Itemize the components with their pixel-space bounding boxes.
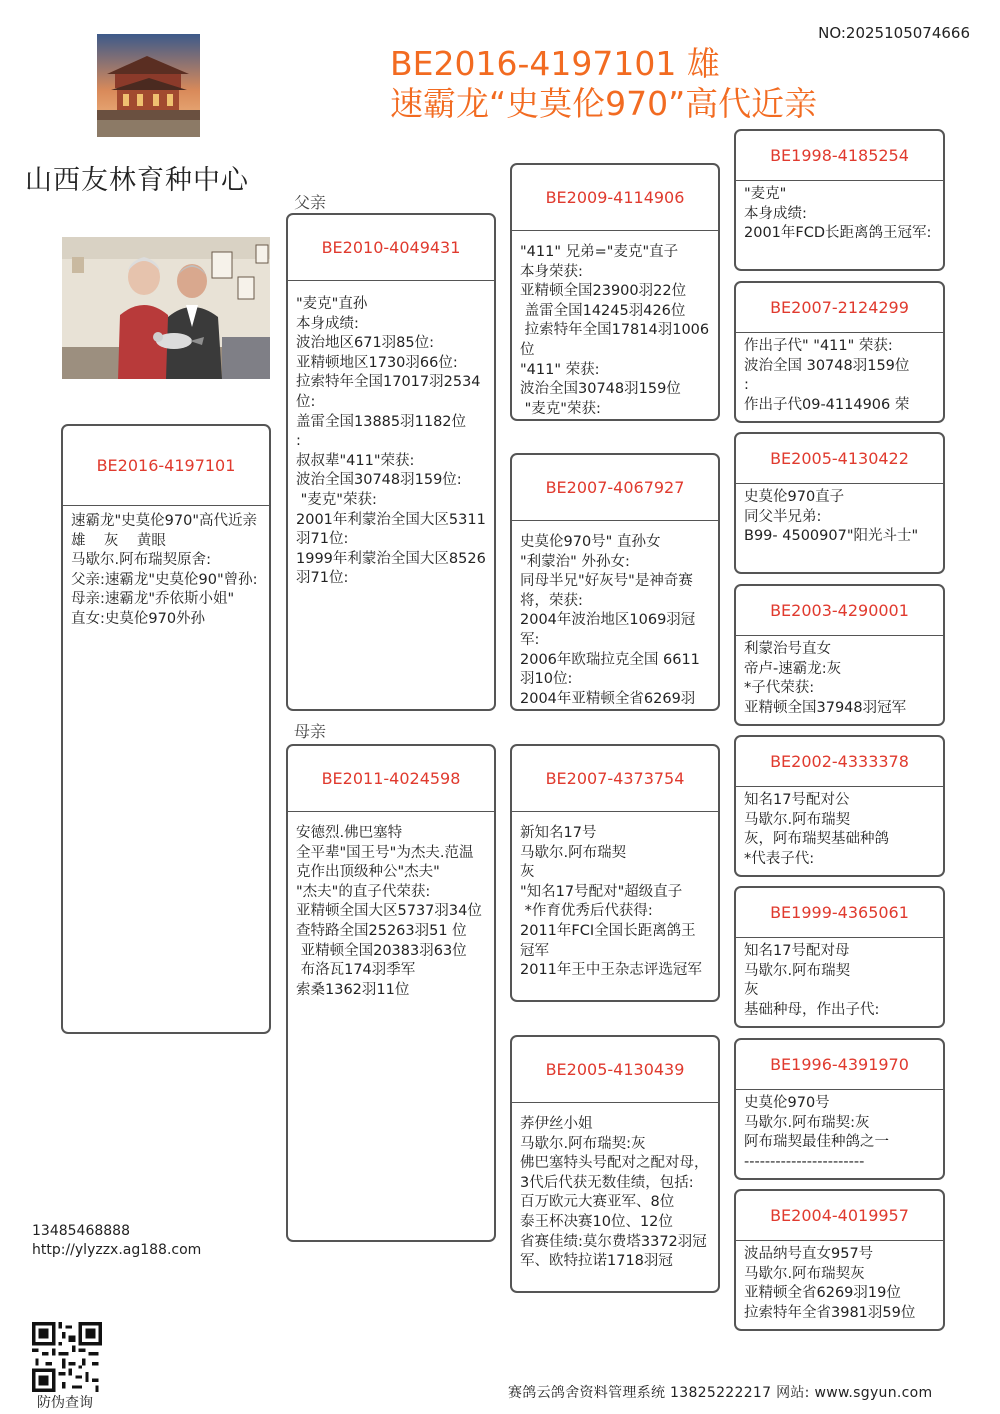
grandparent-description: "411" 兄弟="麦克"直子 本身荣获: 亚精顿全国23900羽22位 盖雷全国14245羽426位 拉索特年全国17814羽1006位 "411" 荣获: 波治全国30748羽159位 "麦克"荣获: (520, 244, 710, 417)
great-grandparent-card (734, 584, 945, 726)
great-grandparent-description: 知名17号配对母 马歇尔.阿布瑞契 灰 基础种母，作出子代: (744, 943, 880, 1018)
great-grandparent-card (734, 1038, 945, 1180)
great-grandparent-card (734, 129, 945, 271)
great-grandparent-description: 利蒙治号直女 帝卢-速霸龙:灰 *子代荣获: 亚精顿全国37948羽冠军 (744, 641, 907, 716)
qr-code-label: 防伪查询 (37, 1395, 93, 1411)
subject-description: 速霸龙"史莫伦970"高代近亲 雄 灰 黄眼 马歇尔.阿布瑞契原舍: 父亲:速霸龙"史莫伦90"曾孙: 母亲:速霸龙"乔依斯小姐" 直女:史莫伦970外孙 (71, 513, 258, 627)
loft-logo-image (97, 34, 200, 137)
great-grandparent-description: "麦克" 本身成绩: 2001年FCD长距离鸽王冠军: (744, 186, 932, 242)
grandparent-description: 新知名17号 马歇尔.阿布瑞契 灰 "知名17号配对"超级直子 *作育优秀后代获得: 2011年FCI全国长距离鸽王冠军 2011年王中王杂志评选冠军 (520, 825, 702, 979)
contact-phone: 13485468888 (32, 1223, 130, 1239)
great-grandparent-description: 史莫伦970号 马歇尔.阿布瑞契:灰 阿布瑞契最佳种鸽之一 ----------------------- (744, 1095, 889, 1170)
grandparent-card (510, 744, 720, 1002)
grandparent-ring-number: BE2005-4130439 (512, 1037, 718, 1103)
grandparent-description: 史莫伦970号" 直孙女 "利蒙治" 外孙女: 同母半兄"好灰号"是神奇赛将，荣获: 2004年波治地区1069羽冠军: 2006年欧瑞拉克全国 6611羽10位: 2004年亚精顿全省6269羽 (520, 534, 700, 707)
page-title (390, 44, 817, 124)
sire-description: "麦克"直孙 本身成绩: 波治地区671羽85位: 亚精顿地区1730羽66位: 拉索特年全国17017羽2534位: 盖雷全国13885羽1182位 : 叔叔辈"411"荣获: 波治全国30748羽159位: "麦克"荣获: 2001年利蒙治全国大区5311羽71位: 1999年利蒙治全国大区8526羽71位: (296, 296, 486, 587)
document-number: NO:2025105074666 (818, 24, 970, 42)
breeding-center-name: 山西友林育种中心 (25, 165, 249, 196)
dam-description: 安德烈.佛巴塞特 全平辈"国王号"为杰夫.范温克作出顶级种公"杰夫" "杰夫"的直子代荣获: 亚精顿全国大区5737羽34位 查特路全国25263羽51 位 亚精顿全国20383羽63位 布洛瓦174羽季军 索桑1362羽11位 (296, 825, 482, 998)
subject-ring-number: BE2016-4197101 (63, 426, 269, 506)
footer-system-info: 赛鸽云鸽舍资料管理系统 13825222217 网站: www.sgyun.com (508, 1385, 933, 1401)
subject-pigeon-card (61, 424, 271, 1034)
grandparent-ring-number: BE2009-4114906 (512, 165, 718, 231)
great-grandparent-ring-number: BE2007-2124299 (736, 283, 943, 333)
great-grandparent-ring-number: BE2003-4290001 (736, 586, 943, 636)
dam-card (286, 744, 496, 1242)
qr-code-icon[interactable] (32, 1322, 102, 1392)
sire-card (286, 213, 496, 711)
dam-ring-number: BE2011-4024598 (288, 746, 494, 812)
great-grandparent-ring-number: BE1999-4365061 (736, 888, 943, 938)
grandparent-card (510, 453, 720, 711)
great-grandparent-card (734, 1189, 945, 1331)
father-label: 父亲 (294, 193, 327, 212)
great-grandparent-card (734, 281, 945, 423)
title-line-1: BE2016-4197101 雄 (390, 44, 720, 83)
grandparent-ring-number: BE2007-4067927 (512, 455, 718, 521)
grandparent-card (510, 1035, 720, 1293)
great-grandparent-card (734, 735, 945, 877)
great-grandparent-description: 波品纳号直女957号 马歇尔.阿布瑞契灰 亚精顿全省6269羽19位 拉索特年全省3981羽59位 (744, 1246, 916, 1321)
great-grandparent-description: 史莫伦970直子 同父半兄弟: B99- 4500907"阳光斗士" (744, 489, 919, 545)
sire-ring-number: BE2010-4049431 (288, 215, 494, 281)
grandparent-ring-number: BE2007-4373754 (512, 746, 718, 812)
great-grandparent-ring-number: BE2004-4019957 (736, 1191, 943, 1241)
great-grandparent-description: 知名17号配对公 马歇尔.阿布瑞契 灰，阿布瑞契基础种鸽 *代表子代: (744, 792, 889, 867)
grandparent-card (510, 163, 720, 421)
grandparent-description: 荞伊丝小姐 马歇尔.阿布瑞契:灰 佛巴塞特头号配对之配对母，3代后代获无数佳绩，包括: 百万欧元大赛亚军、8位 泰王杯决赛10位、12位 省赛佳绩:莫尔费塔3372羽冠军、欧特拉诺1718羽冠 (520, 1116, 709, 1270)
great-grandparent-card (734, 432, 945, 574)
title-line-2: 速霸龙“史莫伦970”高代近亲 (390, 84, 818, 123)
contact-info (32, 1222, 201, 1260)
great-grandparent-ring-number: BE1996-4391970 (736, 1040, 943, 1090)
great-grandparent-ring-number: BE1998-4185254 (736, 131, 943, 181)
great-grandparent-ring-number: BE2002-4333378 (736, 737, 943, 787)
owners-photo (62, 237, 270, 379)
mother-label: 母亲 (294, 722, 327, 741)
great-grandparent-ring-number: BE2005-4130422 (736, 434, 943, 484)
great-grandparent-description: 作出子代" "411" 荣获: 波治全国 30748羽159位 : 作出子代09-4114906 荣 (744, 338, 910, 413)
great-grandparent-card (734, 886, 945, 1028)
contact-url[interactable]: http://ylyzzx.ag188.com (32, 1242, 202, 1258)
